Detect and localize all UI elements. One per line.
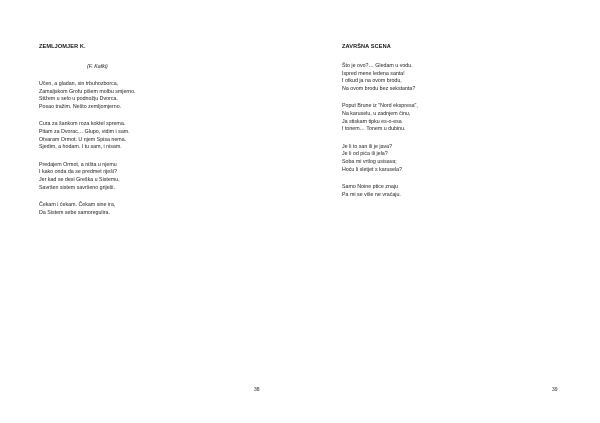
- verse-line: Ispred mene ledena santa!: [342, 70, 405, 77]
- poem-zavrsna-scena: [342, 44, 562, 209]
- stanza: [39, 121, 259, 151]
- page-number: 39: [552, 387, 558, 393]
- verse-line: Je li od pića ili jela?: [342, 151, 388, 158]
- stanza: [342, 103, 562, 133]
- verse-line: I otkud ja na ovom brodu,: [342, 78, 402, 85]
- verse-line: Da Sistem sebe samoregulira.: [39, 209, 110, 216]
- verse-line: Savršen sistem savršeno griješi.: [39, 184, 115, 191]
- verse-line: I tonem… Tonem u dubinu.: [342, 126, 406, 133]
- stanza: [342, 63, 562, 93]
- verse-line: Soba mi vrtlog usisava;: [342, 158, 397, 165]
- verse-line: Otvaram Ormot. U njem Spisa nema.: [39, 136, 127, 143]
- verse-line: Jer kad se desi Greška u Sistemu,: [39, 176, 120, 183]
- verse-line: Na ovom brodu bez sekstanta?: [342, 85, 416, 92]
- verse-line: Ja stiskam tipku es-o-esa: [342, 118, 402, 125]
- verse-line: Zamaljskom Grofu pišem molbu smjerno.: [39, 88, 136, 95]
- stanza: [342, 184, 562, 199]
- verse-line: Poput Brune iz "Nord ekspresa",: [342, 103, 418, 110]
- verse-line: Samo Noine ptice znaju: [342, 184, 398, 191]
- verse-line: Hoću li sletjet s karusela?: [342, 166, 403, 173]
- right-page: [300, 0, 600, 423]
- verse-line: Predajem Ormot, a ništa u njemu: [39, 161, 117, 168]
- poem-title: ZAVRŠNA SCENA: [342, 44, 391, 50]
- verse-line: Pitam za Dvorac… Glupo, vidim i sam.: [39, 128, 130, 135]
- verse-line: Je li to san ili je java?: [342, 143, 393, 150]
- stanza: [342, 144, 562, 174]
- stanza: [39, 81, 259, 111]
- verse-line: Na karuselu, u zadnjem činu,: [342, 110, 411, 117]
- verse-line: Stižem u selo u podnožju Dvorca.: [39, 96, 118, 103]
- verse-line: Cura za šankom roza koktel sprema.: [39, 121, 126, 128]
- verse-line: Učen, a gladan, sin trbuhozborca,: [39, 81, 119, 87]
- verse-line: Čekam i čekam. Čekam sine ira,: [39, 202, 116, 209]
- verse-line: Posao tražim. Nešto zemljomjerno.: [39, 103, 122, 110]
- poem-title: ZEMLJOMJER K.: [39, 44, 86, 50]
- poem-zemljomjer: [39, 44, 259, 227]
- stanza: [39, 162, 259, 192]
- verse-line: Pa mi se više ne vraćaju.: [342, 191, 401, 198]
- page-number: 38: [254, 387, 260, 393]
- verse-line: Što je ovo?… Gledam u vodu.: [342, 63, 413, 69]
- poem-dedication: (F. Kafki): [87, 64, 108, 70]
- verse-line: Sjedim, a hodam. I tu sam, i nisam.: [39, 144, 122, 151]
- stanza: [39, 202, 259, 217]
- verse-line: I kako onda da se predmet riješi?: [39, 169, 118, 176]
